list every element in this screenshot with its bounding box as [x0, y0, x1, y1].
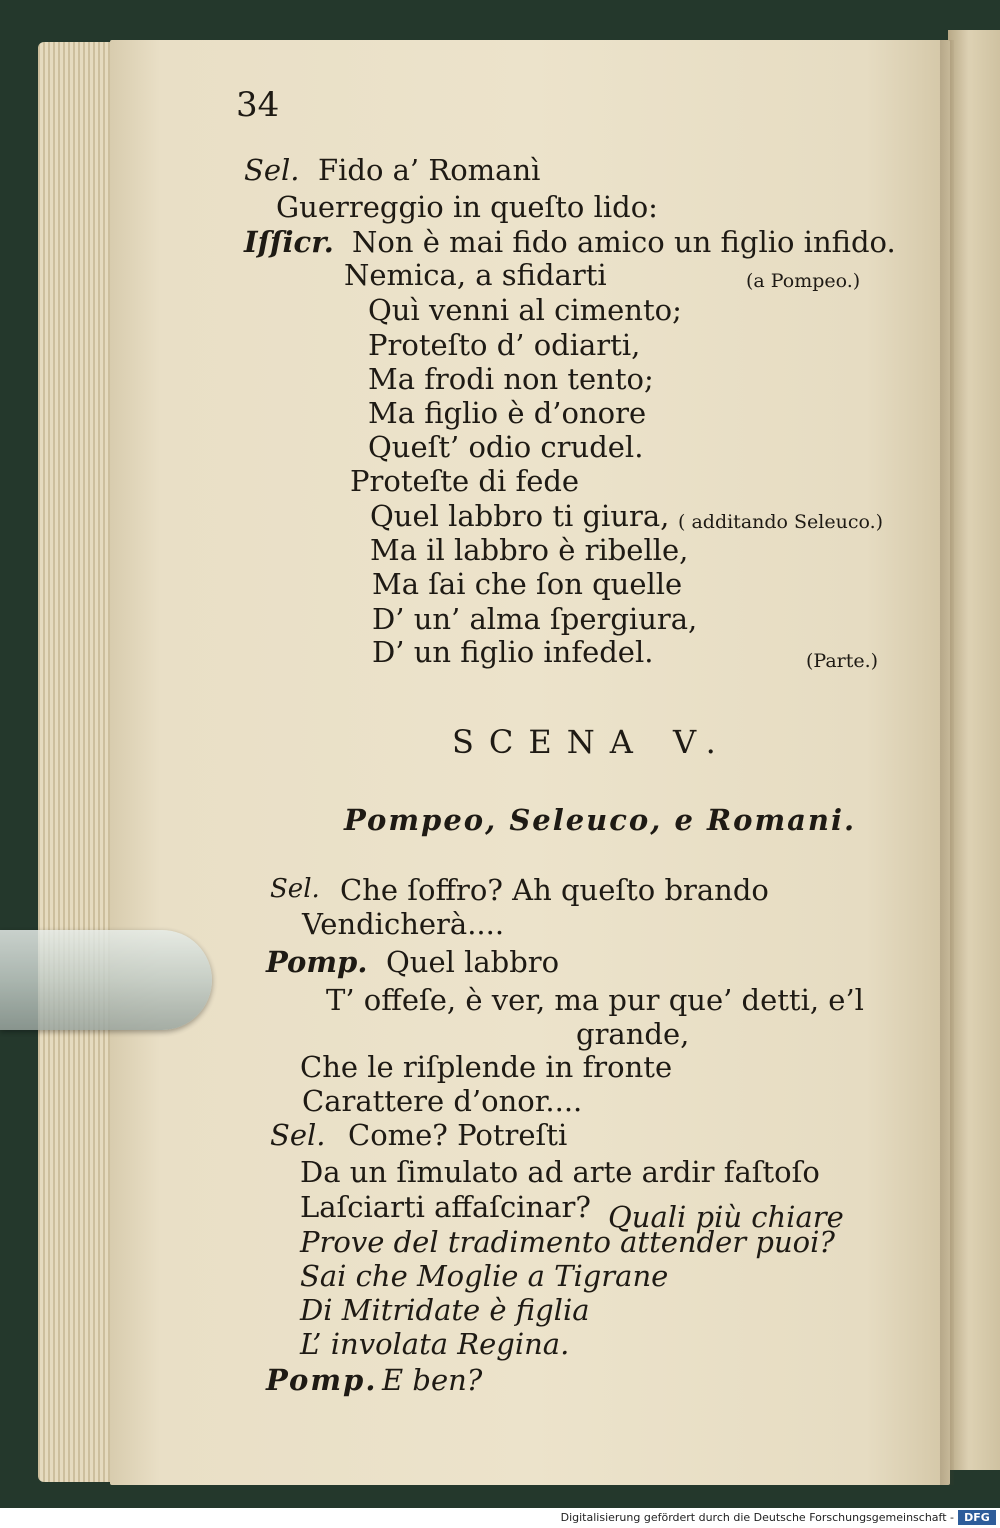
stage-direction: (a Pompeo.): [746, 270, 861, 292]
speaker-label: Pomp.: [266, 1363, 378, 1397]
text-line: L’ involata Regina.: [300, 1327, 570, 1361]
text-line: Quel labbro ti giura,: [370, 499, 670, 533]
text-line: Laſciarti affaſcinar?: [300, 1190, 591, 1224]
text-line: Proteſte di fede: [350, 464, 580, 498]
text-line: Guerreggio in queſto lido:: [276, 190, 658, 224]
speaker-label: Pomp.: [266, 945, 368, 979]
text-line: T’ offeſe, è ver, ma pur que’ detti, e’l: [326, 983, 864, 1017]
text-line: D’ un figlio infedel.: [372, 635, 654, 669]
speaker-label: Sel.: [270, 1118, 326, 1152]
page-number: 34: [236, 85, 280, 125]
text-line: grande,: [576, 1017, 690, 1051]
text-line: Vendicherà....: [302, 907, 505, 941]
text-line: Che le riſplende in fronte: [300, 1050, 673, 1084]
dfg-logo: DFG: [958, 1510, 996, 1525]
footer-credit: Digitalisierung gefördert durch die Deutsche Forschungsgemeinschaft -: [560, 1511, 954, 1524]
text-line: Quali più chiare: [608, 1200, 844, 1234]
stage-direction: ( additando Seleuco.): [678, 511, 884, 533]
text-line: Non è mai fido amico un figlio infido.: [352, 225, 896, 259]
page-clamp: [0, 930, 212, 1030]
text-line: Ma il labbro è ribelle,: [370, 533, 689, 567]
text-line: Proteſto d’ odiarti,: [368, 328, 641, 362]
text-line: Queſt’ odio crudel.: [368, 430, 644, 464]
text-line: Ma frodi non tento;: [368, 362, 654, 396]
text-line: Di Mitridate è figlia: [300, 1293, 590, 1327]
text-line: D’ un’ alma ſpergiura,: [372, 602, 698, 636]
text-line: E ben?: [382, 1363, 483, 1397]
text-line: Carattere d’onor....: [302, 1084, 583, 1118]
speaker-label: Sel.: [244, 153, 300, 187]
text-line: Da un ſimulato ad arte ardir faſtoſo: [300, 1155, 820, 1189]
scene-characters: Pompeo, Seleuco, e Romani.: [344, 803, 857, 837]
speaker-label: Iſſicr.: [244, 225, 334, 259]
text-line: Nemica, a sfidarti: [344, 258, 607, 292]
speaker-label: Sel.: [270, 874, 320, 904]
scene-heading: SCENA V.: [452, 723, 731, 761]
text-line: Sai che Moglie a Tigrane: [300, 1259, 669, 1293]
text-line: Quel labbro: [386, 945, 560, 979]
text-line: Ma figlio è d’onore: [368, 396, 647, 430]
text-line: Prove del tradimento attender puoi?: [300, 1225, 835, 1259]
next-page-edge: [948, 30, 1000, 1470]
text-line: Fido a’ Romanì: [318, 153, 541, 187]
page-gutter-shadow: [940, 40, 954, 1485]
text-line: Che ſoffro? Ah queſto brando: [340, 873, 769, 907]
text-line: Come? Potreſti: [348, 1118, 568, 1152]
text-line: Ma ſai che ſon quelle: [372, 567, 683, 601]
book-page-edges: [38, 42, 118, 1482]
text-line: Quì venni al cimento;: [368, 293, 682, 327]
stage-direction: (Parte.): [806, 650, 879, 672]
